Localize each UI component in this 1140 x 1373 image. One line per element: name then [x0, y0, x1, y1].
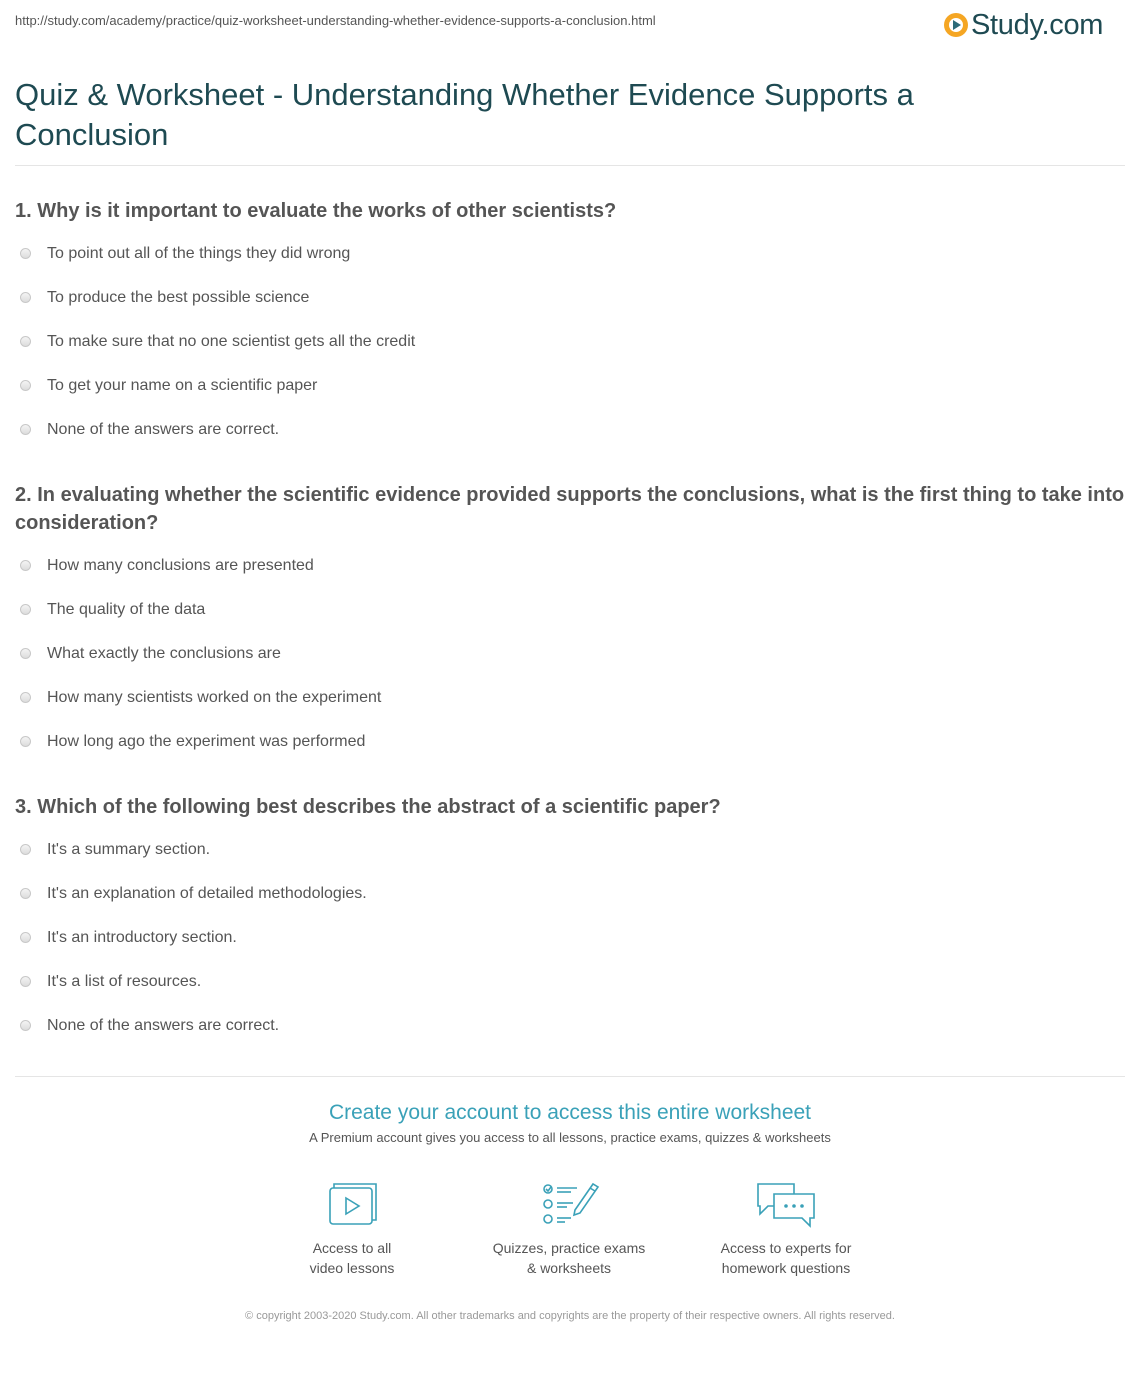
answer-option-label: It's a summary section.	[47, 841, 211, 858]
video-lessons-icon	[320, 1180, 384, 1228]
feature-label-line1: Quizzes, practice exams	[492, 1240, 646, 1256]
answer-option-label: How long ago the experiment was performed	[47, 733, 366, 750]
chat-bubbles-icon	[754, 1180, 818, 1228]
logo-text: Study.com	[971, 9, 1104, 41]
radio-button-icon[interactable]	[20, 560, 31, 571]
question-2-options	[20, 555, 920, 775]
question-3-options	[20, 839, 920, 1059]
answer-option-label: None of the answers are correct.	[47, 1017, 280, 1034]
answer-option[interactable]	[20, 731, 920, 775]
answer-option[interactable]	[20, 243, 920, 287]
question-2: 2. In evaluating whether the scientific evidence provided supports the conclusions, what is the first thing to take into consideration?	[15, 484, 1125, 534]
answer-option[interactable]	[20, 555, 920, 599]
radio-button-icon[interactable]	[20, 336, 31, 347]
divider-top	[15, 165, 1125, 166]
question-1-options	[20, 243, 920, 463]
answer-option-label: What exactly the conclusions are	[47, 645, 281, 662]
answer-option[interactable]	[20, 927, 920, 971]
answer-option[interactable]	[20, 331, 920, 375]
answer-option-label: To point out all of the things they did wrong	[47, 245, 351, 262]
cta-subtitle: A Premium account gives you access to all lessons, practice exams, quizzes & worksheets	[309, 1130, 831, 1145]
radio-button-icon[interactable]	[20, 380, 31, 391]
feature-label-line1: Access to all	[312, 1240, 392, 1256]
answer-option[interactable]	[20, 1015, 920, 1059]
answer-option[interactable]	[20, 287, 920, 331]
answer-option[interactable]	[20, 971, 920, 1015]
divider-bottom	[15, 1076, 1125, 1077]
radio-button-icon[interactable]	[20, 292, 31, 303]
radio-button-icon[interactable]	[20, 1020, 31, 1031]
radio-button-icon[interactable]	[20, 424, 31, 435]
radio-button-icon[interactable]	[20, 888, 31, 899]
radio-button-icon[interactable]	[20, 736, 31, 747]
feature-experts	[696, 1180, 876, 1278]
feature-video-lessons	[262, 1180, 442, 1278]
study-logo-icon	[944, 13, 968, 37]
answer-option[interactable]	[20, 419, 920, 463]
answer-option-label: The quality of the data	[47, 601, 206, 618]
answer-option-label: None of the answers are correct.	[47, 421, 280, 438]
copyright-text: © copyright 2003-2020 Study.com. All other trademarks and copyrights are the property of their respective owners. All rights reserved.	[245, 1310, 895, 1322]
page-url: http://study.com/academy/practice/quiz-worksheet-understanding-whether-evidence-supports-a-conclusion.html	[15, 13, 656, 28]
answer-option-label: It's an explanation of detailed methodologies.	[47, 885, 367, 902]
create-account-link[interactable]: Create your account to access this entire worksheet	[328, 1101, 812, 1124]
answer-option[interactable]	[20, 375, 920, 419]
study-logo[interactable]	[944, 8, 1103, 42]
radio-button-icon[interactable]	[20, 248, 31, 259]
feature-label-line2: homework questions	[721, 1260, 851, 1276]
radio-button-icon[interactable]	[20, 604, 31, 615]
answer-option[interactable]	[20, 687, 920, 731]
answer-option-label: To get your name on a scientific paper	[47, 377, 318, 394]
radio-button-icon[interactable]	[20, 932, 31, 943]
feature-label-line2: video lessons	[309, 1260, 395, 1276]
feature-label-line2: & worksheets	[526, 1260, 612, 1276]
radio-button-icon[interactable]	[20, 844, 31, 855]
question-1: 1. Why is it important to evaluate the works of other scientists?	[15, 200, 617, 222]
radio-button-icon[interactable]	[20, 976, 31, 987]
answer-option-label: How many conclusions are presented	[47, 557, 314, 574]
answer-option[interactable]	[20, 883, 920, 927]
answer-option-label: To produce the best possible science	[47, 289, 310, 306]
answer-option[interactable]	[20, 599, 920, 643]
answer-option-label: How many scientists worked on the experiment	[47, 689, 382, 706]
feature-label-line1: Access to experts for	[720, 1240, 852, 1256]
question-3: 3. Which of the following best describes the abstract of a scientific paper?	[15, 796, 721, 818]
quiz-checklist-icon	[537, 1180, 601, 1228]
radio-button-icon[interactable]	[20, 692, 31, 703]
answer-option-label: To make sure that no one scientist gets all the credit	[47, 333, 416, 350]
answer-option[interactable]	[20, 643, 920, 687]
answer-option[interactable]	[20, 839, 920, 883]
answer-option-label: It's an introductory section.	[47, 929, 237, 946]
feature-quizzes	[479, 1180, 659, 1278]
answer-option-label: It's a list of resources.	[47, 973, 202, 990]
page-title: Quiz & Worksheet - Understanding Whether Evidence Supports a Conclusion	[15, 77, 914, 152]
radio-button-icon[interactable]	[20, 648, 31, 659]
